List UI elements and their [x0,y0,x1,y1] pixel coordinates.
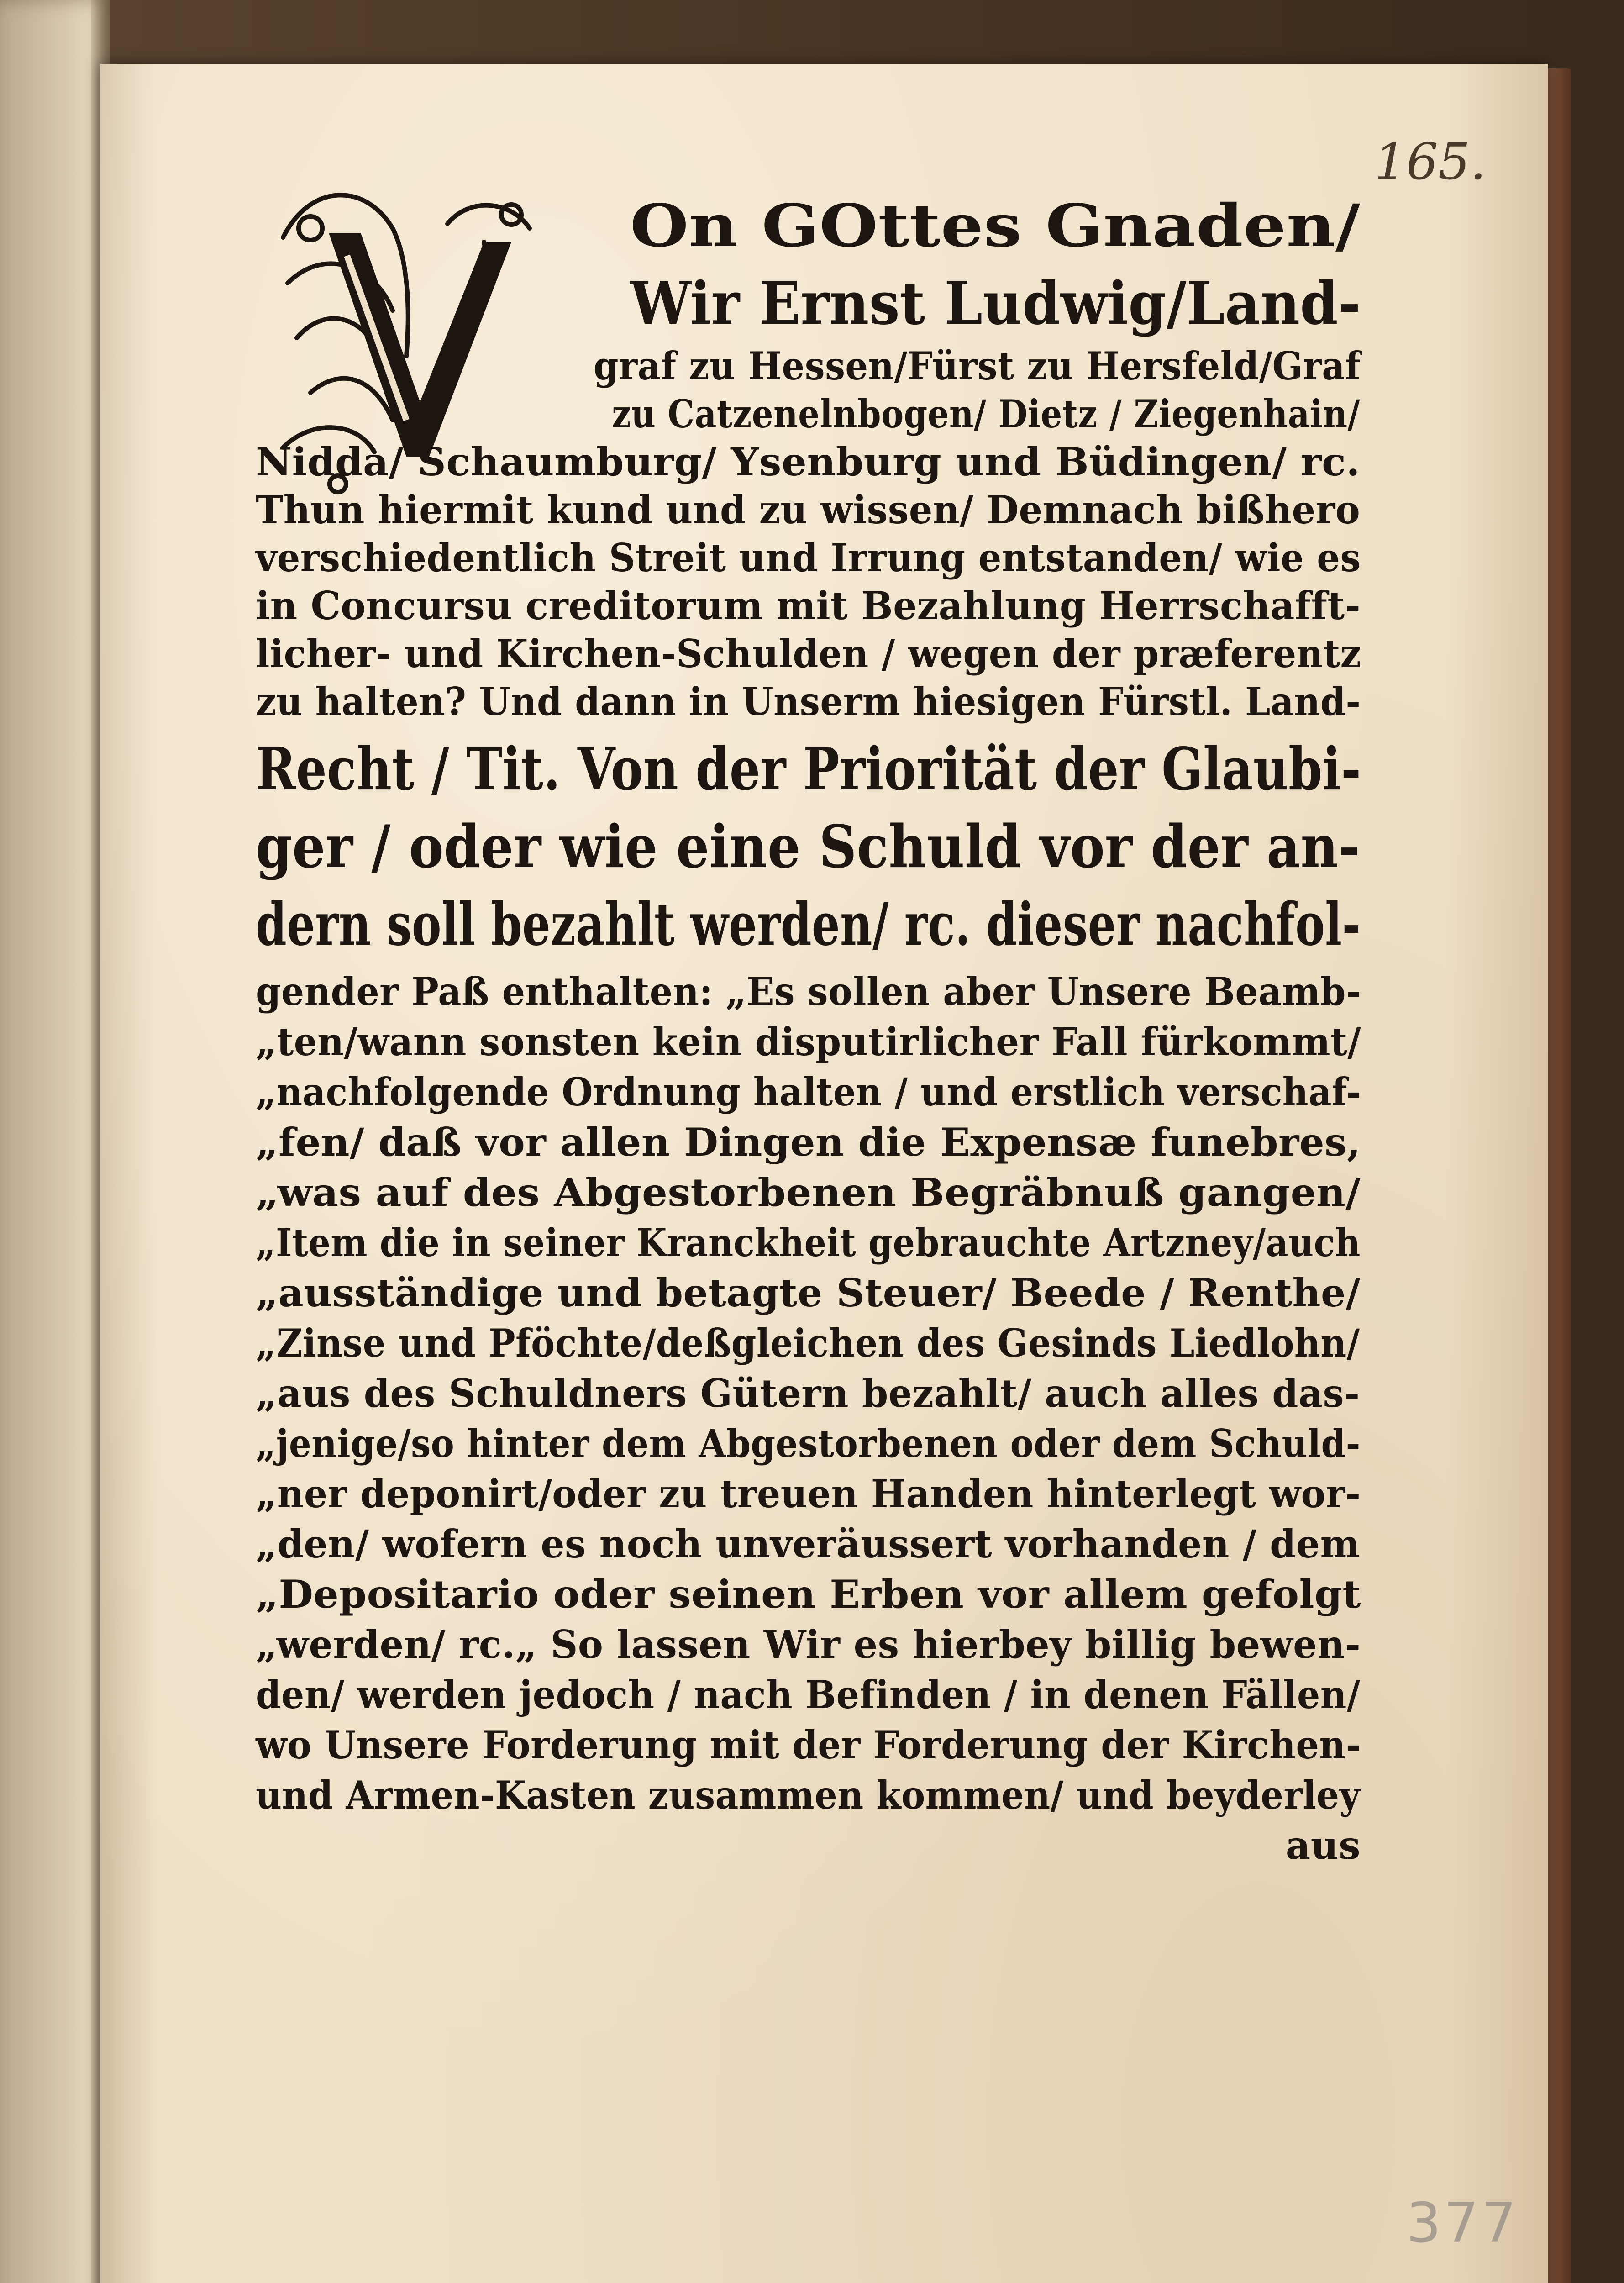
text-line-19: „Item die in seiner Kranckheit gebrauchte Artzney/auch [256,1220,1361,1265]
catchword: aus [1285,1823,1361,1868]
text-line-12: ger / oder wie eine Schuld vor der an- [256,813,1361,881]
text-line-6: Thun hiermit kund und zu wissen/ Demnach bißhero [256,487,1361,532]
text-line-9: licher- und Kirchen-Schulden / wegen der præferentz [256,631,1361,676]
folio-number: 165. [1374,132,1486,191]
text-line-26: „Depositario oder seinen Erben vor allem gefolgt [256,1572,1361,1617]
text-line-25: „den/ wofern es noch unveräussert vorhanden / dem [256,1521,1360,1567]
text-line-11: Recht / Tit. Von der Priorität der Glaubi- [256,735,1361,804]
text-line-17: „fen/ daß vor allen Dingen die Expensæ funebres, [256,1120,1361,1165]
text-line-4: zu Catzenelnbogen/ Dietz / Ziegenhain/ [612,391,1360,437]
text-line-13: dern soll bezahlt werden/ rc. dieser nachfol- [256,890,1361,959]
text-line-7: verschiedentlich Streit und Irrung entstanden/ wie es [256,535,1361,580]
text-line-3: graf zu Hessen/Fürst zu Hersfeld/Graf [594,343,1361,389]
text-line-29: wo Unsere Forderung mit der Forderung der Kirchen- [256,1722,1361,1767]
text-line-1: On GOttes Gnaden/ [630,192,1361,260]
text-line-24: „ner deponirt/oder zu treuen Handen hinterlegt wor- [256,1471,1361,1516]
text-line-20: „ausständige und betagte Steuer/ Beede / Renthe/ [256,1270,1361,1315]
text-line-8: in Concursu creditorum mit Bezahlung Herrschafft- [256,583,1361,628]
text-line-10: zu halten? Und dann in Unserm hiesigen Fürstl. Land- [256,679,1361,724]
pencil-shelf-number: 377 [1406,2192,1519,2255]
text-line-28: den/ werden jedoch / nach Befinden / in denen Fällen/ [256,1672,1361,1717]
text-line-30: und Armen-Kasten zusammen kommen/ und beyderley [256,1773,1361,1818]
text-line-16: „nachfolgende Ordnung halten / und erstlich verschaf- [256,1069,1361,1115]
text-line-18: „was auf des Abgestorbenen Begräbnuß gangen/ [256,1170,1361,1215]
text-line-2: Wir Ernst Ludwig/Land- [630,269,1361,338]
text-line-5: Nidda/ Schaumburg/ Ysenburg und Büdingen/ rc. [256,439,1361,484]
document-page [100,64,1548,2283]
text-line-21: „Zinse und Pföchte/deßgleichen des Gesinds Liedlohn/ [256,1320,1360,1366]
text-line-15: „ten/wann sonsten kein disputirlicher Fall fürkommt/ [256,1019,1361,1064]
text-line-27: „werden/ rc.„ So lassen Wir es hierbey billig bewen- [256,1622,1361,1667]
text-line-22: „aus des Schuldners Gütern bezahlt/ auch alles das- [256,1371,1360,1416]
text-line-23: „jenige/so hinter dem Abgestorbenen oder dem Schuld- [256,1421,1361,1466]
text-line-14: gender Paß enthalten: „Es sollen aber Unsere Beamb- [256,969,1361,1014]
